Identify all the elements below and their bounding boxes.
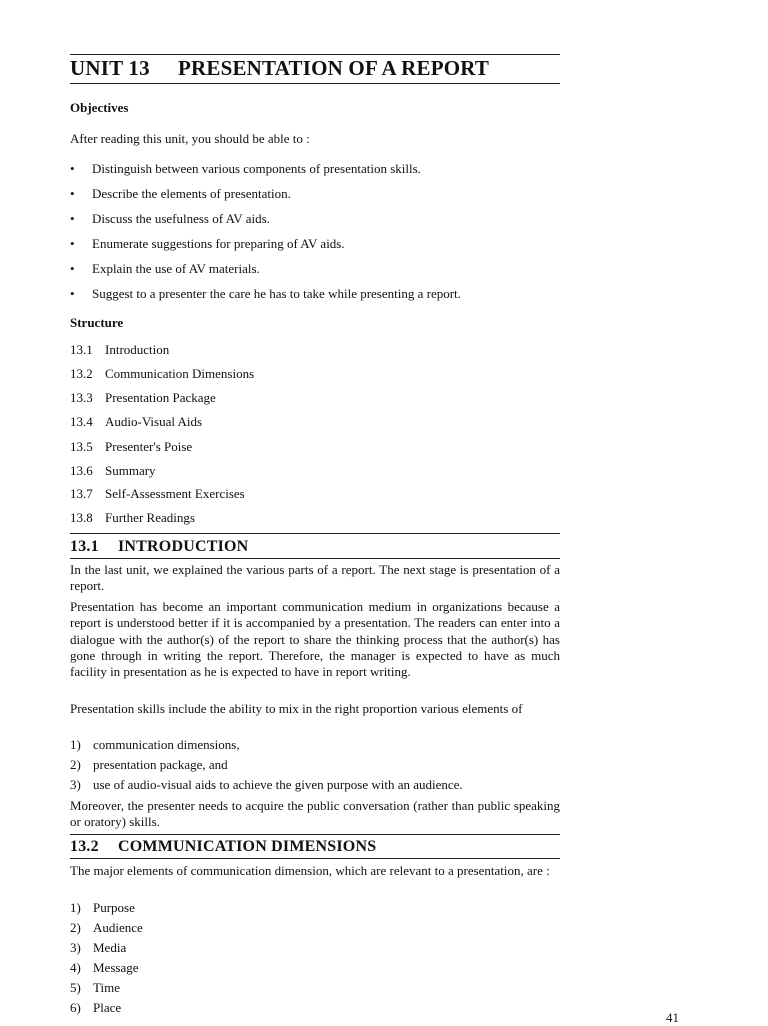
section-2-title: 13.2 COMMUNICATION DIMENSIONS	[70, 838, 377, 855]
section-1-paragraph: Moreover, the presenter needs to acquire the public conversation (rather than public speaking or oratory) skills.	[70, 798, 560, 830]
structure-item: 13.4 Audio-Visual Aids	[70, 414, 203, 429]
section-1-title: 13.1 INTRODUCTION	[70, 538, 249, 555]
section-1-paragraph: Presentation has become an important communication medium in organizations because a report is understood better if it is accompanied by a presentation. The readers can enter into a dialogue with the author(s) of the report to share the thinking process that the author(s) has gone through in writing the report. Therefore, the manager is expected to have as much facility in presentation as he is expected to have in report writing.	[70, 599, 560, 680]
numbered-item: 1) Purpose	[70, 900, 135, 915]
section-2-paragraph: The major elements of communication dimension, which are relevant to a presentation, are :	[70, 863, 550, 878]
section-2-bottom-rule	[70, 858, 560, 859]
structure-item: 13.1 Introduction	[70, 342, 170, 357]
numbered-item: 4) Message	[70, 960, 139, 975]
objectives-intro: After reading this unit, you should be able to :	[70, 131, 310, 146]
structure-item: 13.3 Presentation Package	[70, 390, 216, 405]
section-2-top-rule	[70, 834, 560, 835]
structure-item: 13.2 Communication Dimensions	[70, 366, 255, 381]
bullet-icon: •	[70, 261, 75, 276]
section-1-paragraph: Presentation skills include the ability to mix in the right proportion various elements of	[70, 701, 523, 716]
structure-heading: Structure	[70, 315, 124, 330]
bullet-icon: •	[70, 286, 75, 301]
structure-item: 13.8 Further Readings	[70, 510, 195, 525]
unit-title-text: PRESENTATION OF A REPORT	[178, 56, 490, 80]
structure-item: 13.7 Self-Assessment Exercises	[70, 486, 245, 501]
bullet-icon: •	[70, 211, 75, 226]
structure-item: 13.6 Summary	[70, 463, 156, 478]
section-1-paragraph: In the last unit, we explained the various parts of a report. The next stage is presentation of a report.	[70, 562, 560, 594]
section-1-bottom-rule	[70, 558, 560, 559]
numbered-item: 2) Audience	[70, 920, 143, 935]
objectives-heading: Objectives	[70, 100, 129, 115]
bullet-icon: •	[70, 161, 75, 176]
unit-title	[70, 56, 489, 81]
numbered-item: 5) Time	[70, 980, 120, 995]
page-number: 41	[666, 1010, 679, 1025]
bullet-icon: •	[70, 186, 75, 201]
unit-number: UNIT 13	[70, 56, 150, 80]
numbered-item: 3) use of audio-visual aids to achieve the given purpose with an audience.	[70, 777, 463, 792]
section-1-top-rule	[70, 533, 560, 534]
numbered-item: 3) Media	[70, 940, 127, 955]
bullet-icon: •	[70, 236, 75, 251]
numbered-item: 2) presentation package, and	[70, 757, 228, 772]
structure-item: 13.5 Presenter's Poise	[70, 439, 193, 454]
numbered-item: 6) Place	[70, 1000, 122, 1015]
unit-title-rule	[70, 83, 560, 84]
top-rule	[70, 54, 560, 55]
numbered-item: 1) communication dimensions,	[70, 737, 240, 752]
